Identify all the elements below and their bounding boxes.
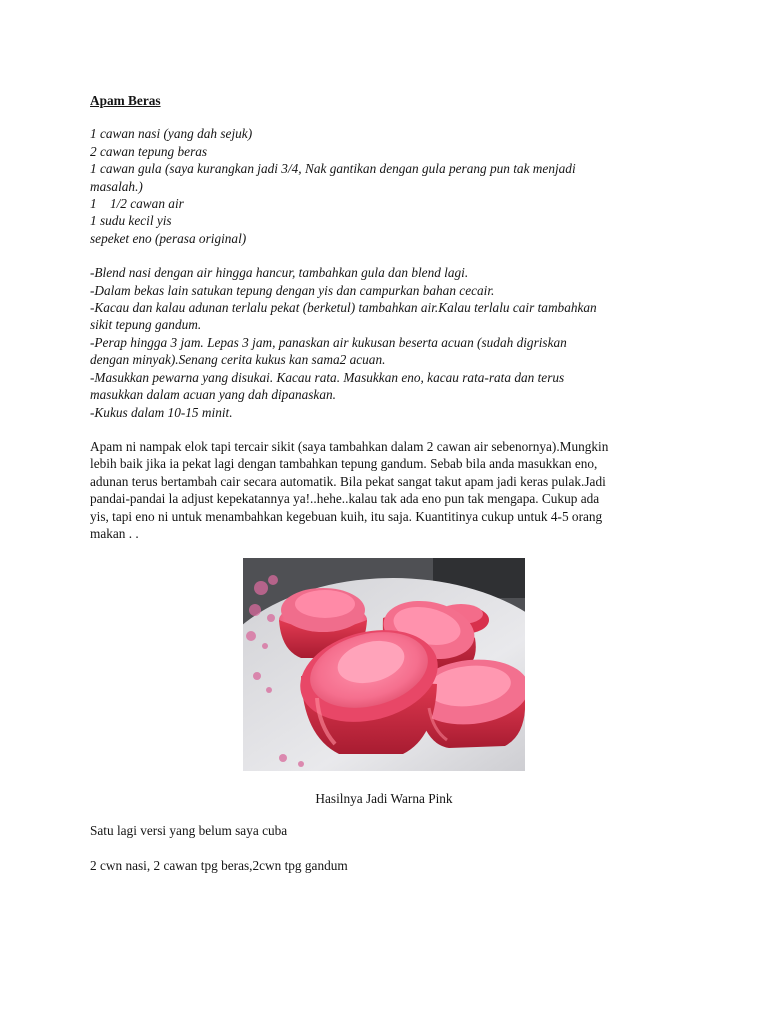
step-line: -Blend nasi dengan air hingga hancur, tambahkan gula dan blend lagi. (90, 265, 469, 281)
ingredient-line: sepeket eno (perasa original) (90, 230, 247, 246)
step-line: masukkan dalam acuan yang dah dipanaskan. (90, 387, 336, 403)
note-line: makan . . (90, 526, 139, 542)
variant-text: 2 cwn nasi, 2 cawan tpg beras,2cwn tpg gandum (90, 858, 348, 873)
step-line: dengan minyak).Senang cerita kukus kan sama2 acuan. (90, 352, 386, 368)
ingredient-line: 1 cawan nasi (yang dah sejuk) (90, 126, 253, 142)
note-line: yis, tapi eno ni untuk menambahkan kegebuan kuih, itu saja. Kuantitinya cukup untuk 4-5 orang (90, 508, 603, 524)
step-line: -Kacau dan kalau adunan terlalu pekat (berketul) tambahkan air.Kalau terlalu cair tambahkan (90, 300, 597, 316)
step-line: -Perap hingga 3 jam. Lepas 3 jam, panaskan air kukusan beserta acuan (sudah digriskan (90, 334, 567, 350)
apam-photo (243, 558, 525, 771)
followup-text: Satu lagi versi yang belum saya cuba (90, 823, 288, 838)
step-line: -Masukkan pewarna yang disukai. Kacau rata. Masukkan eno, kacau rata-rata dan terus (90, 369, 565, 385)
ingredient-line: 1 sudu kecil yis (90, 213, 172, 229)
note-line: lebih baik jika ia pekat lagi dengan tambahkan tepung gandum. Sebab bila anda masukkan eno, (90, 456, 598, 472)
method-steps (90, 264, 690, 421)
ingredient-line: masalah.) (90, 178, 143, 194)
ingredient-line: 1 cawan gula (saya kurangkan jadi 3/4, Nak gantikan dengan gula perang pun tak menjadi (90, 161, 576, 177)
step-line: sikit tepung gandum. (90, 317, 202, 333)
note-line: pandai-pandai la adjust kepekatannya ya!..hehe..kalau tak ada eno pun tak mengapa. Cukup ada (90, 491, 600, 507)
recipe-title: Apam Beras (90, 93, 161, 108)
note-paragraph (90, 438, 690, 543)
ingredient-line: 1 1/2 cawan air (90, 196, 184, 212)
ingredient-list (90, 125, 690, 247)
note-line: Apam ni nampak elok tapi tercair sikit (saya tambahkan dalam 2 cawan air sebenornya).Mungkin (90, 438, 609, 454)
recipe-document (90, 92, 690, 543)
ingredient-line: 2 cawan tepung beras (90, 143, 208, 159)
step-line: -Dalam bekas lain satukan tepung dengan yis dan campurkan bahan cecair. (90, 282, 495, 298)
step-line: -Kukus dalam 10-15 minit. (90, 404, 233, 420)
note-line: adunan terus bertambah cair secara automatik. Bila pekat sangat takut apam jadi keras pulak.Jadi (90, 473, 606, 489)
photo-caption: Hasilnya Jadi Warna Pink (315, 791, 453, 806)
